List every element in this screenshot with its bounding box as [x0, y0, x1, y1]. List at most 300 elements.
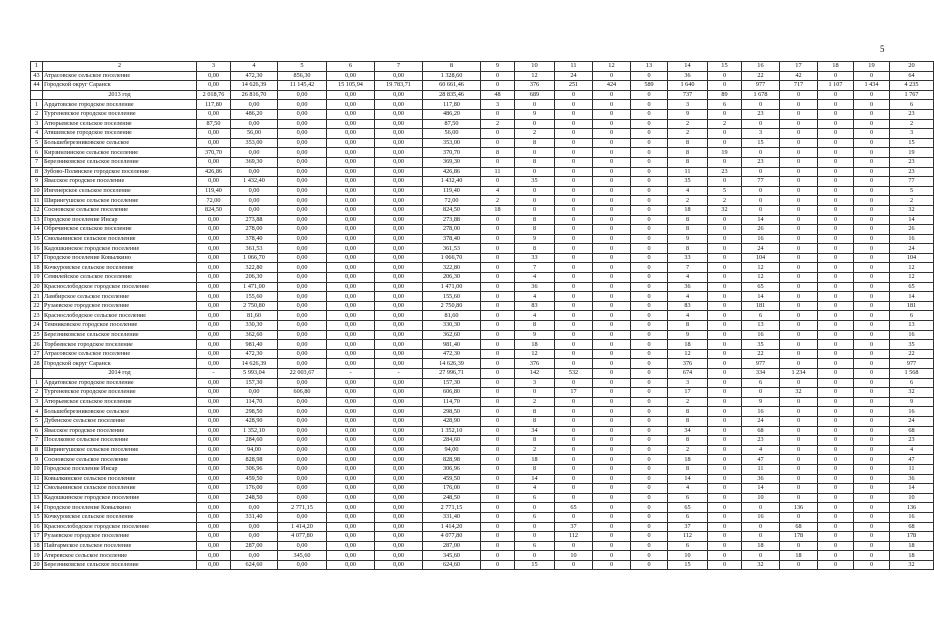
value-cell: 0 — [593, 177, 631, 187]
value-cell: 0,00 — [375, 138, 423, 148]
row-number-cell — [31, 90, 43, 100]
value-cell: 0 — [631, 560, 668, 570]
value-cell: 0 — [854, 541, 890, 551]
value-cell: 0 — [708, 225, 742, 235]
value-cell: 0,00 — [278, 138, 327, 148]
value-cell: 0 — [555, 397, 593, 407]
value-cell: 178 — [890, 532, 934, 542]
value-cell: 4 — [668, 186, 708, 196]
settlement-name-cell: Смольнинское сельское поселение — [43, 234, 197, 244]
row-number-cell: 7 — [31, 436, 43, 446]
value-cell: 1 414,20 — [278, 522, 327, 532]
value-cell: 0 — [481, 282, 515, 292]
value-cell: 9 — [890, 397, 934, 407]
value-cell: 8 — [668, 416, 708, 426]
value-cell: 0 — [631, 225, 668, 235]
value-cell: 0 — [555, 215, 593, 225]
value-cell: 0,00 — [278, 493, 327, 503]
value-cell: 181 — [890, 301, 934, 311]
value-cell: 322,80 — [423, 263, 481, 273]
value-cell: 0 — [854, 292, 890, 302]
table-row — [31, 263, 934, 273]
value-cell: 2 — [481, 196, 515, 206]
value-cell: 8 — [668, 157, 708, 167]
value-cell: 426,86 — [423, 167, 481, 177]
value-cell: 0 — [631, 196, 668, 206]
value-cell: 0 — [818, 349, 854, 359]
value-cell: 0 — [818, 196, 854, 206]
value-cell: 0 — [481, 177, 515, 187]
value-cell: 0 — [631, 445, 668, 455]
value-cell: 8 — [668, 244, 708, 254]
value-cell: 18 — [515, 455, 555, 465]
settlement-name-cell: Кочкуровское сельское поселение — [43, 263, 197, 273]
value-cell: 0 — [631, 407, 668, 417]
value-cell: 0,00 — [375, 234, 423, 244]
value-cell: 11 — [481, 167, 515, 177]
settlement-name-cell: Кадошкинское городское поселение — [43, 493, 197, 503]
value-cell: 11 — [668, 167, 708, 177]
value-cell: 0,00 — [375, 100, 423, 110]
value-cell: 0 — [780, 205, 818, 215]
value-cell: 1 568 — [890, 369, 934, 379]
value-cell: 0 — [708, 426, 742, 436]
value-cell: 0 — [818, 493, 854, 503]
value-cell: 0 — [708, 129, 742, 139]
value-cell: 0 — [631, 378, 668, 388]
value-cell: 0 — [631, 532, 668, 542]
value-cell: 0 — [593, 186, 631, 196]
settlement-name-cell: 2014 год — [43, 369, 197, 379]
value-cell: 0 — [708, 388, 742, 398]
value-cell: 0 — [631, 186, 668, 196]
value-cell: 23 — [742, 109, 780, 119]
row-number-cell: 20 — [31, 282, 43, 292]
value-cell: 14 — [742, 215, 780, 225]
value-cell: 0,00 — [197, 493, 231, 503]
table-row — [31, 484, 934, 494]
value-cell: 278,00 — [423, 225, 481, 235]
value-cell: 0 — [481, 551, 515, 561]
value-cell: 0,00 — [278, 416, 327, 426]
value-cell: 42 — [780, 71, 818, 81]
value-cell: 0 — [742, 119, 780, 129]
row-number-cell: 23 — [31, 311, 43, 321]
value-cell: 0,00 — [197, 378, 231, 388]
value-cell: 94,00 — [423, 445, 481, 455]
value-cell: - — [197, 369, 231, 379]
value-cell: 248,50 — [423, 493, 481, 503]
row-number-cell: 11 — [31, 196, 43, 206]
table-row — [31, 253, 934, 263]
value-cell: 48 — [481, 90, 515, 100]
value-cell: 0 — [593, 474, 631, 484]
value-cell: 34 — [515, 426, 555, 436]
value-cell: 0,00 — [197, 263, 231, 273]
value-cell: 0 — [708, 109, 742, 119]
value-cell: 0,00 — [327, 551, 375, 561]
value-cell: 0 — [854, 148, 890, 158]
settlement-name-cell: Березниковское сельское поселение — [43, 560, 197, 570]
value-cell: 0,00 — [375, 321, 423, 331]
value-cell: 0,00 — [197, 71, 231, 81]
table-row — [31, 234, 934, 244]
value-cell: 64 — [890, 71, 934, 81]
value-cell: 6 — [515, 541, 555, 551]
value-cell: 0 — [555, 330, 593, 340]
value-cell: 0,00 — [327, 340, 375, 350]
value-cell: 0,00 — [327, 148, 375, 158]
value-cell: 0,00 — [327, 426, 375, 436]
value-cell: 0,00 — [197, 436, 231, 446]
value-cell: 0,00 — [197, 464, 231, 474]
row-number-cell: 11 — [31, 474, 43, 484]
value-cell: 10 — [668, 551, 708, 561]
value-cell: 0 — [742, 388, 780, 398]
value-cell: 0,00 — [375, 445, 423, 455]
value-cell: 0 — [631, 253, 668, 263]
value-cell: 0 — [780, 119, 818, 129]
value-cell: 0 — [854, 225, 890, 235]
value-cell: 0,00 — [327, 455, 375, 465]
settlement-name-cell: Ардатовское городское поселение — [43, 378, 197, 388]
value-cell: 0 — [818, 148, 854, 158]
table-row — [31, 273, 934, 283]
value-cell: 206,30 — [231, 273, 278, 283]
value-cell: 0,00 — [375, 157, 423, 167]
value-cell: 0 — [481, 532, 515, 542]
value-cell: 104 — [742, 253, 780, 263]
value-cell: 0,00 — [197, 273, 231, 283]
value-cell: 0,00 — [375, 455, 423, 465]
row-number-cell: 6 — [31, 426, 43, 436]
value-cell: 0,00 — [231, 551, 278, 561]
value-cell: 0 — [854, 493, 890, 503]
value-cell: 0 — [593, 263, 631, 273]
value-cell: 0 — [593, 196, 631, 206]
value-cell: 72,00 — [197, 196, 231, 206]
settlement-name-cell: Торбеевское городское поселение — [43, 340, 197, 350]
value-cell: 370,70 — [423, 148, 481, 158]
value-cell: 0 — [555, 157, 593, 167]
value-cell: 0 — [708, 359, 742, 369]
value-cell: 0 — [593, 225, 631, 235]
table-row — [31, 330, 934, 340]
value-cell: 117,80 — [423, 100, 481, 110]
value-cell: 1 352,10 — [231, 426, 278, 436]
settlement-name-cell: Городское поселение Ковылкино — [43, 503, 197, 513]
row-number-cell: 26 — [31, 340, 43, 350]
settlement-name-cell: Большеберезниковское сельское — [43, 138, 197, 148]
value-cell: 0,00 — [197, 503, 231, 513]
value-cell: 0 — [780, 129, 818, 139]
value-cell: 18 — [668, 205, 708, 215]
table-row — [31, 560, 934, 570]
value-cell: 0,00 — [327, 522, 375, 532]
value-cell: 2 — [890, 196, 934, 206]
value-cell: 8 — [515, 407, 555, 417]
value-cell: 0 — [742, 503, 780, 513]
value-cell: 6 — [515, 493, 555, 503]
value-cell: 298,50 — [231, 407, 278, 417]
value-cell: 424 — [593, 81, 631, 91]
value-cell: 22 — [890, 349, 934, 359]
value-cell: 0,00 — [375, 349, 423, 359]
value-cell: 0,00 — [375, 388, 423, 398]
value-cell: 0,00 — [197, 321, 231, 331]
table-row — [31, 512, 934, 522]
value-cell: 278,00 — [231, 225, 278, 235]
value-cell: 0 — [631, 436, 668, 446]
value-cell: 0,00 — [278, 321, 327, 331]
value-cell: 32 — [890, 205, 934, 215]
value-cell: 0 — [780, 263, 818, 273]
value-cell: 0 — [854, 177, 890, 187]
settlement-name-cell: Городское поселение Ковылкино — [43, 253, 197, 263]
value-cell: 0 — [555, 474, 593, 484]
value-cell: 0,00 — [197, 388, 231, 398]
value-cell: 0,00 — [231, 196, 278, 206]
value-cell: 13 — [890, 321, 934, 331]
value-cell: 9 — [515, 109, 555, 119]
value-cell: 0,00 — [197, 81, 231, 91]
value-cell: 83 — [515, 301, 555, 311]
value-cell: 0 — [515, 196, 555, 206]
value-cell: 0 — [780, 177, 818, 187]
value-cell: 0 — [631, 464, 668, 474]
value-cell: 0,00 — [197, 301, 231, 311]
value-cell: 0,00 — [278, 167, 327, 177]
value-cell: 0 — [780, 445, 818, 455]
value-cell: 24 — [742, 244, 780, 254]
value-cell: 0 — [631, 541, 668, 551]
value-cell: 361,53 — [423, 244, 481, 254]
row-number-cell — [31, 369, 43, 379]
value-cell: 486,20 — [423, 109, 481, 119]
value-cell: 3 — [515, 378, 555, 388]
value-cell: 176,00 — [231, 484, 278, 494]
value-cell: 0 — [593, 532, 631, 542]
value-cell: 0 — [481, 378, 515, 388]
table-row — [31, 129, 934, 139]
value-cell: 0 — [555, 436, 593, 446]
value-cell: 0 — [481, 340, 515, 350]
value-cell: 0 — [631, 474, 668, 484]
value-cell: 15 105,94 — [327, 81, 375, 91]
value-cell: 0,00 — [197, 560, 231, 570]
value-cell: 6 — [708, 100, 742, 110]
value-cell: 0 — [818, 244, 854, 254]
value-cell: 287,00 — [423, 541, 481, 551]
value-cell: 2 750,80 — [423, 301, 481, 311]
value-cell: 4 — [668, 292, 708, 302]
value-cell: 0,00 — [278, 330, 327, 340]
settlement-name-cell: Сосновское сельское поселение — [43, 455, 197, 465]
table-row — [31, 81, 934, 91]
value-cell: 0 — [854, 359, 890, 369]
value-cell: 6 — [742, 311, 780, 321]
value-cell: 8 — [515, 225, 555, 235]
value-cell: 18 — [890, 541, 934, 551]
table-row — [31, 109, 934, 119]
value-cell: 23 — [890, 157, 934, 167]
header-cell: 20 — [890, 62, 934, 72]
value-cell: 0,00 — [278, 148, 327, 158]
value-cell: 0,00 — [327, 532, 375, 542]
value-cell: 0 — [780, 541, 818, 551]
value-cell: 176,00 — [423, 484, 481, 494]
value-cell: 14 — [742, 484, 780, 494]
value-cell: 0 — [555, 205, 593, 215]
value-cell: 0,00 — [278, 234, 327, 244]
value-cell: 330,30 — [231, 321, 278, 331]
value-cell: 0 — [555, 244, 593, 254]
row-number-cell: 28 — [31, 359, 43, 369]
value-cell: 0,00 — [197, 157, 231, 167]
value-cell: 0 — [593, 292, 631, 302]
value-cell: 0 — [854, 273, 890, 283]
value-cell: 0,00 — [278, 512, 327, 522]
value-cell: 330,30 — [423, 321, 481, 331]
value-cell: 4 — [742, 445, 780, 455]
value-cell: 0,00 — [278, 263, 327, 273]
value-cell: 12 — [742, 273, 780, 283]
value-cell: 0 — [481, 225, 515, 235]
value-cell: 0 — [593, 205, 631, 215]
value-cell: 136 — [780, 503, 818, 513]
value-cell: 0 — [631, 234, 668, 244]
value-cell: 16 — [890, 234, 934, 244]
value-cell: 0 — [593, 234, 631, 244]
value-cell: 0 — [780, 90, 818, 100]
value-cell: 0 — [854, 340, 890, 350]
value-cell: 0 — [854, 138, 890, 148]
value-cell: 8 — [668, 321, 708, 331]
table-row — [31, 244, 934, 254]
value-cell: 0 — [631, 109, 668, 119]
value-cell: 0 — [481, 416, 515, 426]
value-cell: 8 — [515, 215, 555, 225]
value-cell: 23 — [742, 436, 780, 446]
value-cell: 0,00 — [197, 445, 231, 455]
value-cell: 0 — [593, 369, 631, 379]
value-cell: 0,00 — [278, 426, 327, 436]
value-cell: 251 — [555, 81, 593, 91]
value-cell: 0 — [481, 464, 515, 474]
row-number-cell: 18 — [31, 541, 43, 551]
value-cell: 16 — [742, 407, 780, 417]
value-cell: 0,00 — [327, 157, 375, 167]
value-cell: 0 — [818, 225, 854, 235]
value-cell: 287,00 — [231, 541, 278, 551]
value-cell: 36 — [742, 474, 780, 484]
value-cell: 589 — [631, 81, 668, 91]
table-row — [31, 292, 934, 302]
value-cell: 3 — [742, 129, 780, 139]
value-cell: 0 — [708, 378, 742, 388]
value-cell: 0 — [481, 455, 515, 465]
value-cell: 17 — [555, 388, 593, 398]
value-cell: 0,00 — [197, 426, 231, 436]
settlement-name-cell: Городское поселение Инсар — [43, 215, 197, 225]
value-cell: 0 — [818, 100, 854, 110]
value-cell: 1 678 — [742, 90, 780, 100]
value-cell: 12 — [890, 263, 934, 273]
value-cell: 0 — [631, 493, 668, 503]
value-cell: 306,96 — [231, 464, 278, 474]
value-cell: 273,88 — [423, 215, 481, 225]
value-cell: 28 835,46 — [423, 90, 481, 100]
value-cell: 178 — [780, 532, 818, 542]
value-cell: 0 — [593, 484, 631, 494]
value-cell: 4 — [515, 311, 555, 321]
value-cell: 0 — [780, 474, 818, 484]
value-cell: 8 — [515, 464, 555, 474]
row-number-cell: 22 — [31, 301, 43, 311]
value-cell: 0,00 — [327, 484, 375, 494]
value-cell: 0 — [631, 273, 668, 283]
settlement-name-cell: Кирзинлинское сельское поселение — [43, 148, 197, 158]
value-cell: 0,00 — [197, 484, 231, 494]
value-cell: 26 — [890, 225, 934, 235]
value-cell: 0 — [708, 369, 742, 379]
value-cell: 0,00 — [278, 474, 327, 484]
value-cell: 0,00 — [197, 253, 231, 263]
value-cell: 6 — [742, 378, 780, 388]
settlement-name-cell: Рузаевское городское поселение — [43, 532, 197, 542]
value-cell: 181 — [742, 301, 780, 311]
value-cell: 0 — [631, 138, 668, 148]
value-cell: 0,00 — [375, 129, 423, 139]
value-cell: 977 — [890, 359, 934, 369]
value-cell: 0 — [780, 397, 818, 407]
value-cell: 2 — [515, 129, 555, 139]
settlement-name-cell: Ширингушское сельское поселение — [43, 445, 197, 455]
value-cell: 0 — [818, 301, 854, 311]
value-cell: 0 — [818, 167, 854, 177]
row-number-cell: 7 — [31, 157, 43, 167]
table-header-row — [31, 62, 934, 72]
value-cell: 0 — [708, 503, 742, 513]
value-cell: 0,00 — [375, 273, 423, 283]
table-row — [31, 551, 934, 561]
value-cell: 369,30 — [231, 157, 278, 167]
value-cell: 0 — [593, 311, 631, 321]
value-cell: 0 — [818, 445, 854, 455]
value-cell: 0 — [593, 551, 631, 561]
value-cell: 0 — [708, 522, 742, 532]
value-cell: 0 — [780, 234, 818, 244]
value-cell: 16 — [742, 234, 780, 244]
row-number-cell: 12 — [31, 484, 43, 494]
value-cell: 0 — [818, 234, 854, 244]
value-cell: 4 — [481, 186, 515, 196]
value-cell: 0,00 — [278, 225, 327, 235]
value-cell: 0 — [555, 90, 593, 100]
row-number-cell: 13 — [31, 215, 43, 225]
settlement-name-cell: Ковылкинское сельское поселение — [43, 474, 197, 484]
value-cell: 0,00 — [231, 148, 278, 158]
header-cell: 8 — [423, 62, 481, 72]
value-cell: 0 — [481, 311, 515, 321]
value-cell: 0,00 — [197, 244, 231, 254]
value-cell: 0 — [854, 445, 890, 455]
settlement-name-cell: Краснослободское городское поселение — [43, 282, 197, 292]
value-cell: 0,00 — [375, 119, 423, 129]
value-cell: 0 — [481, 244, 515, 254]
value-cell: 0 — [708, 551, 742, 561]
value-cell: 0 — [593, 215, 631, 225]
